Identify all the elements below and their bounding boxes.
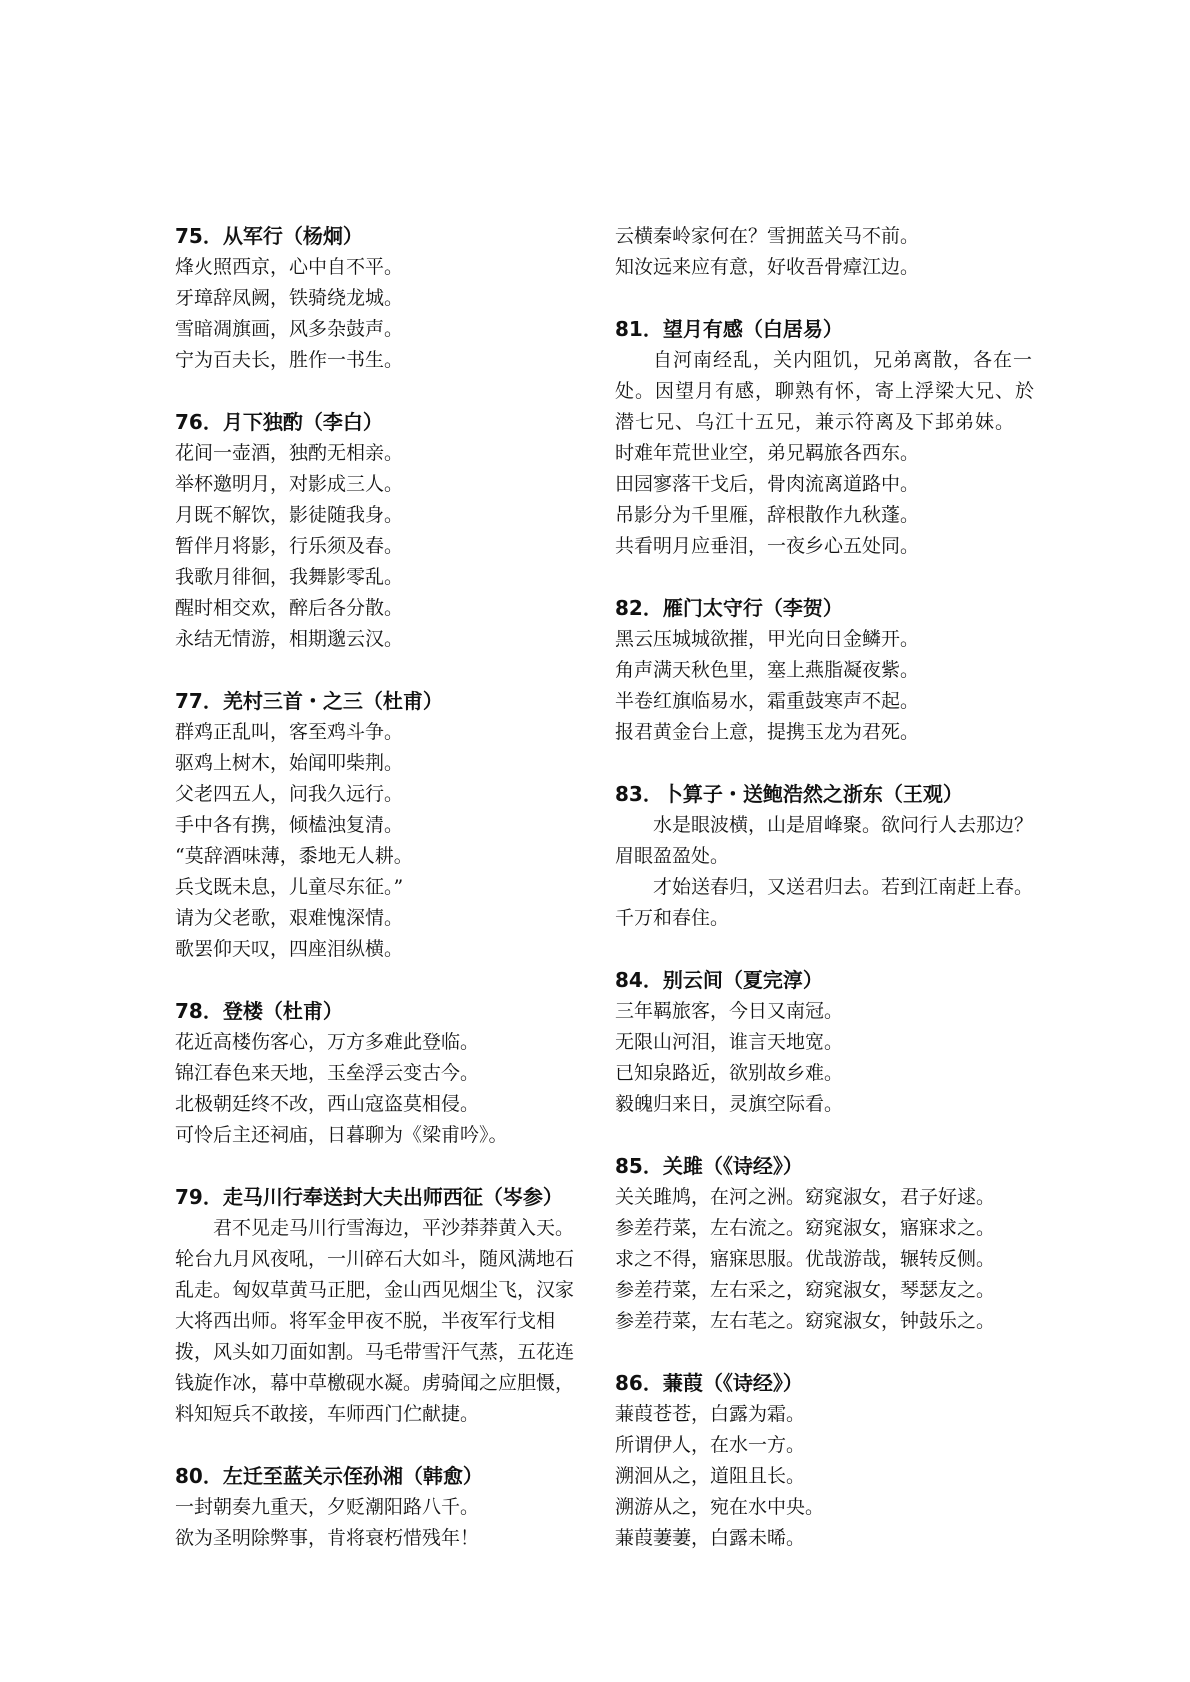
poem-line: 关关雎鸠，在河之洲。窈窕淑女，君子好逑。 — [615, 1186, 996, 1208]
poem-line: 求之不得，寤寐思服。优哉游哉，辗转反侧。 — [615, 1248, 996, 1270]
poem-line: “莫辞酒味薄，黍地无人耕。 — [175, 845, 413, 867]
poem-title: 77．羌村三首・之三（杜甫） — [175, 689, 443, 713]
poem-line: 群鸡正乱叫，客至鸡斗争。 — [175, 721, 404, 743]
poem-line: 歌罢仰天叹，四座泪纵横。 — [175, 938, 404, 960]
poem-line: 所谓伊人，在水一方。 — [615, 1434, 806, 1456]
poem-line: 毅魄归来日，灵旗空际看。 — [615, 1093, 844, 1115]
poem-block — [175, 1182, 575, 1430]
right-column — [615, 221, 1035, 1585]
poem-line: 花近高楼伤客心，万方多难此登临。 — [175, 1031, 480, 1053]
poem-title: 75．从军行（杨炯） — [175, 224, 363, 248]
poem-line: 共看明月应垂泪，一夜乡心五处同。 — [615, 535, 920, 557]
poem-line: 黑云压城城欲摧，甲光向日金鳞开。 — [615, 628, 920, 650]
poem-block — [175, 407, 575, 655]
poem-line: 三年羁旅客，今日又南冠。 — [615, 1000, 844, 1022]
poem-line: 永结无情游，相期邈云汉。 — [175, 628, 404, 650]
poem-title: 79．走马川行奉送封大夫出师西征（岑参） — [175, 1185, 563, 1209]
poem-line: 云横秦岭家何在？雪拥蓝关马不前。 — [615, 225, 920, 247]
poem-line: 无限山河泪，谁言天地宽。 — [615, 1031, 844, 1053]
poem-block — [175, 686, 575, 965]
poem-title: 80．左迁至蓝关示侄孙湘（韩愈） — [175, 1464, 483, 1488]
poem-block — [615, 593, 1035, 748]
poem-title: 81．望月有感（白居易） — [615, 317, 843, 341]
poem-line: 时难年荒世业空，弟兄羁旅各西东。 — [615, 442, 920, 464]
poem-line: 花间一壶酒，独酌无相亲。 — [175, 442, 404, 464]
poem-line: 蒹葭萋萋，白露未晞。 — [615, 1527, 806, 1549]
poem-title: 84．别云间（夏完淳） — [615, 968, 823, 992]
poem-line: 吊影分为千里雁，辞根散作九秋蓬。 — [615, 504, 920, 526]
poem-line: 北极朝廷终不改，西山寇盗莫相侵。 — [175, 1093, 480, 1115]
poem-line: 一封朝奏九重天，夕贬潮阳路八千。 — [175, 1496, 480, 1518]
poem-block — [615, 779, 1035, 934]
poem-line: 欲为圣明除弊事，肯将衰朽惜残年！ — [175, 1527, 480, 1549]
poem-paragraph: 水是眼波横，山是眉峰聚。欲问行人去那边？眉眼盈盈处。 — [615, 814, 1034, 867]
poem-title: 86．蒹葭（《诗经》） — [615, 1371, 803, 1395]
poem-line: 可怜后主还祠庙，日暮聊为《梁甫吟》。 — [175, 1124, 508, 1146]
poem-paragraph: 才始送春归，又送君归去。若到江南赶上春。千万和春住。 — [615, 876, 1034, 929]
poem-title: 76．月下独酌（李白） — [175, 410, 383, 434]
poem-line: 溯游从之，宛在水中央。 — [615, 1496, 825, 1518]
poem-line: 田园寥落干戈后，骨肉流离道路中。 — [615, 473, 920, 495]
poem-block — [615, 1368, 1035, 1554]
poem-line: 月既不解饮，影徒随我身。 — [175, 504, 404, 526]
poem-line: 醒时相交欢，醉后各分散。 — [175, 597, 404, 619]
left-column — [175, 221, 575, 1585]
poem-paragraph: 君不见走马川行雪海边，平沙莽莽黄入天。轮台九月风夜吼，一川碎石大如斗，随风满地石乱走。匈奴草黄马正肥，金山西见烟尘飞，汉家大将西出师。将军金甲夜不脱，半夜军行戈相拨，风头如刀面如割。马毛带雪汗气蒸，五花连钱旋作冰，幕中草檄砚水凝。虏骑闻之应胆慑，料知短兵不敢接，车师西门伫献捷。 — [175, 1217, 575, 1425]
poem-block — [175, 1461, 575, 1554]
poem-line: 驱鸡上树木，始闻叩柴荆。 — [175, 752, 404, 774]
poem-preface: 自河南经乱，关内阻饥，兄弟离散，各在一处。因望月有感，聊熟有怀，寄上浮梁大兄、於潜七兄、乌江十五兄，兼示符离及下邽弟妹。 — [615, 349, 1036, 433]
poem-title: 82．雁门太守行（李贺） — [615, 596, 843, 620]
poem-line: 蒹葭苍苍，白露为霜。 — [615, 1403, 806, 1425]
poem-line: 雪暗凋旗画，风多杂鼓声。 — [175, 318, 404, 340]
poem-line: 角声满天秋色里，塞上燕脂凝夜紫。 — [615, 659, 920, 681]
poem-line: 牙璋辞凤阙，铁骑绕龙城。 — [175, 287, 404, 309]
poem-line: 参差荇菜，左右采之，窈窕淑女，琴瑟友之。 — [615, 1279, 996, 1301]
poem-title: 85．关雎（《诗经》） — [615, 1154, 803, 1178]
poem-line: 参差荇菜，左右芼之。窈窕淑女，钟鼓乐之。 — [615, 1310, 996, 1332]
poem-line: 知汝远来应有意，好收吾骨瘴江边。 — [615, 256, 920, 278]
poem-line: 手中各有携，倾榼浊复清。 — [175, 814, 404, 836]
poem-block — [175, 221, 575, 376]
poem-line: 半卷红旗临易水，霜重鼓寒声不起。 — [615, 690, 920, 712]
poem-block — [615, 1151, 1035, 1337]
poem-title: 78．登楼（杜甫） — [175, 999, 343, 1023]
poem-line: 举杯邀明月，对影成三人。 — [175, 473, 404, 495]
poem-block — [615, 965, 1035, 1120]
poem-line: 锦江春色来天地，玉垒浮云变古今。 — [175, 1062, 480, 1084]
poem-line: 请为父老歌，艰难愧深情。 — [175, 907, 404, 929]
poem-line: 溯洄从之，道阻且长。 — [615, 1465, 806, 1487]
poem-continuation — [615, 221, 1035, 283]
poem-line: 兵戈既未息，儿童尽东征。” — [175, 876, 404, 898]
poem-line: 已知泉路近，欲别故乡难。 — [615, 1062, 844, 1084]
poem-line: 宁为百夫长，胜作一书生。 — [175, 349, 404, 371]
poem-block — [615, 314, 1035, 562]
poem-line: 报君黄金台上意，提携玉龙为君死。 — [615, 721, 920, 743]
poem-block — [175, 996, 575, 1151]
poem-line: 暂伴月将影，行乐须及春。 — [175, 535, 404, 557]
poem-line: 烽火照西京，心中自不平。 — [175, 256, 404, 278]
poem-line: 参差荇菜，左右流之。窈窕淑女，寤寐求之。 — [615, 1217, 996, 1239]
poem-line: 我歌月徘徊，我舞影零乱。 — [175, 566, 404, 588]
poem-line: 父老四五人，问我久远行。 — [175, 783, 404, 805]
poem-title: 83．卜算子・送鲍浩然之浙东（王观） — [615, 782, 963, 806]
